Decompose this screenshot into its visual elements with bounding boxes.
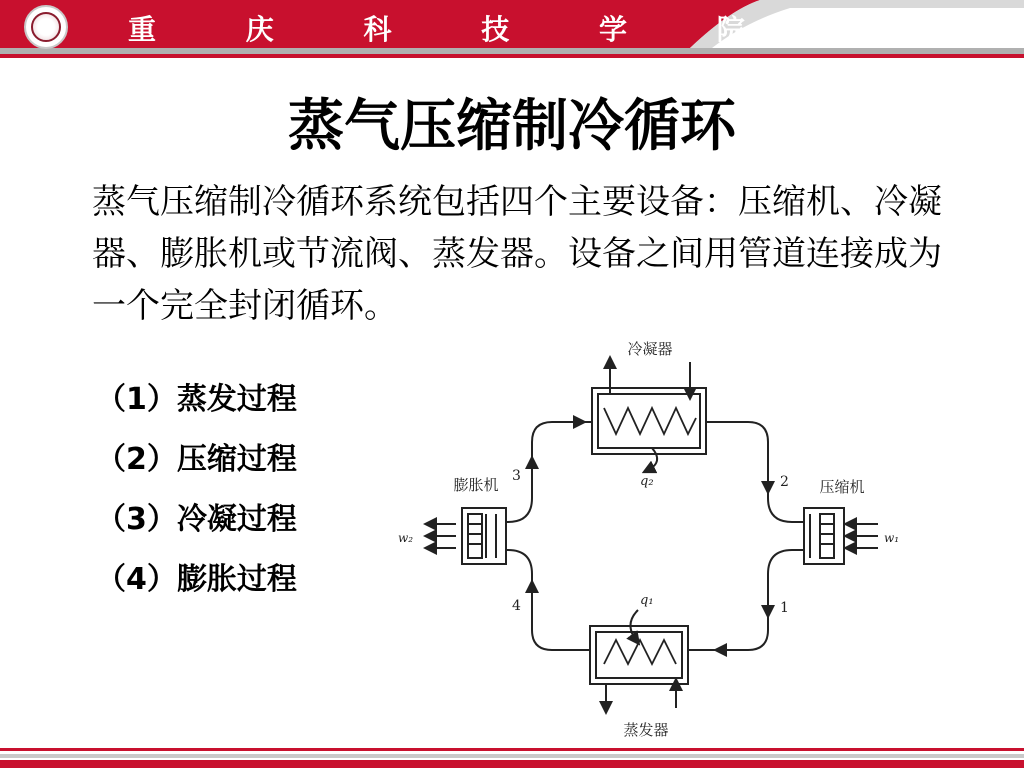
evaporator-unit	[590, 610, 688, 708]
expander-unit	[430, 508, 506, 564]
process-list	[96, 376, 297, 616]
state-3-label: 3	[512, 468, 521, 484]
w2-label: w₂	[398, 531, 414, 545]
process-step-evaporation: （1）蒸发过程	[96, 382, 297, 417]
school-name: 重 庆 科 技 学 院	[128, 13, 785, 46]
w1-label: w₁	[884, 531, 900, 545]
state-4-label: 4	[512, 598, 521, 614]
state-2-label: 2	[780, 474, 789, 490]
refrigeration-cycle-diagram	[380, 330, 900, 748]
footer-bar	[0, 748, 1024, 768]
pipe-line-2	[706, 422, 804, 522]
intro-paragraph: 蒸气压缩制冷循环系统包括四个主要设备：压缩机、冷凝器、膨胀机或节流阀、蒸发器。设备之间用管道连接成为一个完全封闭循环。	[92, 182, 942, 326]
process-step-expansion: （4）膨胀过程	[96, 562, 297, 597]
expander-label: 膨胀机	[453, 476, 499, 494]
condenser-unit	[592, 362, 706, 470]
q1-label: q₁	[640, 593, 654, 608]
q2-label: q₂	[640, 474, 654, 489]
state-1-label: 1	[780, 600, 789, 616]
compressor-label: 压缩机	[819, 478, 865, 496]
process-step-condensation: （3）冷凝过程	[96, 502, 297, 537]
page-title: 蒸气压缩制冷循环	[288, 94, 736, 159]
header-bar	[0, 0, 1024, 64]
process-step-compression: （2）压缩过程	[96, 442, 297, 477]
university-logo-icon	[24, 5, 68, 49]
evaporator-label: 蒸发器	[623, 721, 669, 739]
condenser-label: 冷凝器	[627, 340, 673, 358]
compressor-unit	[804, 508, 878, 564]
